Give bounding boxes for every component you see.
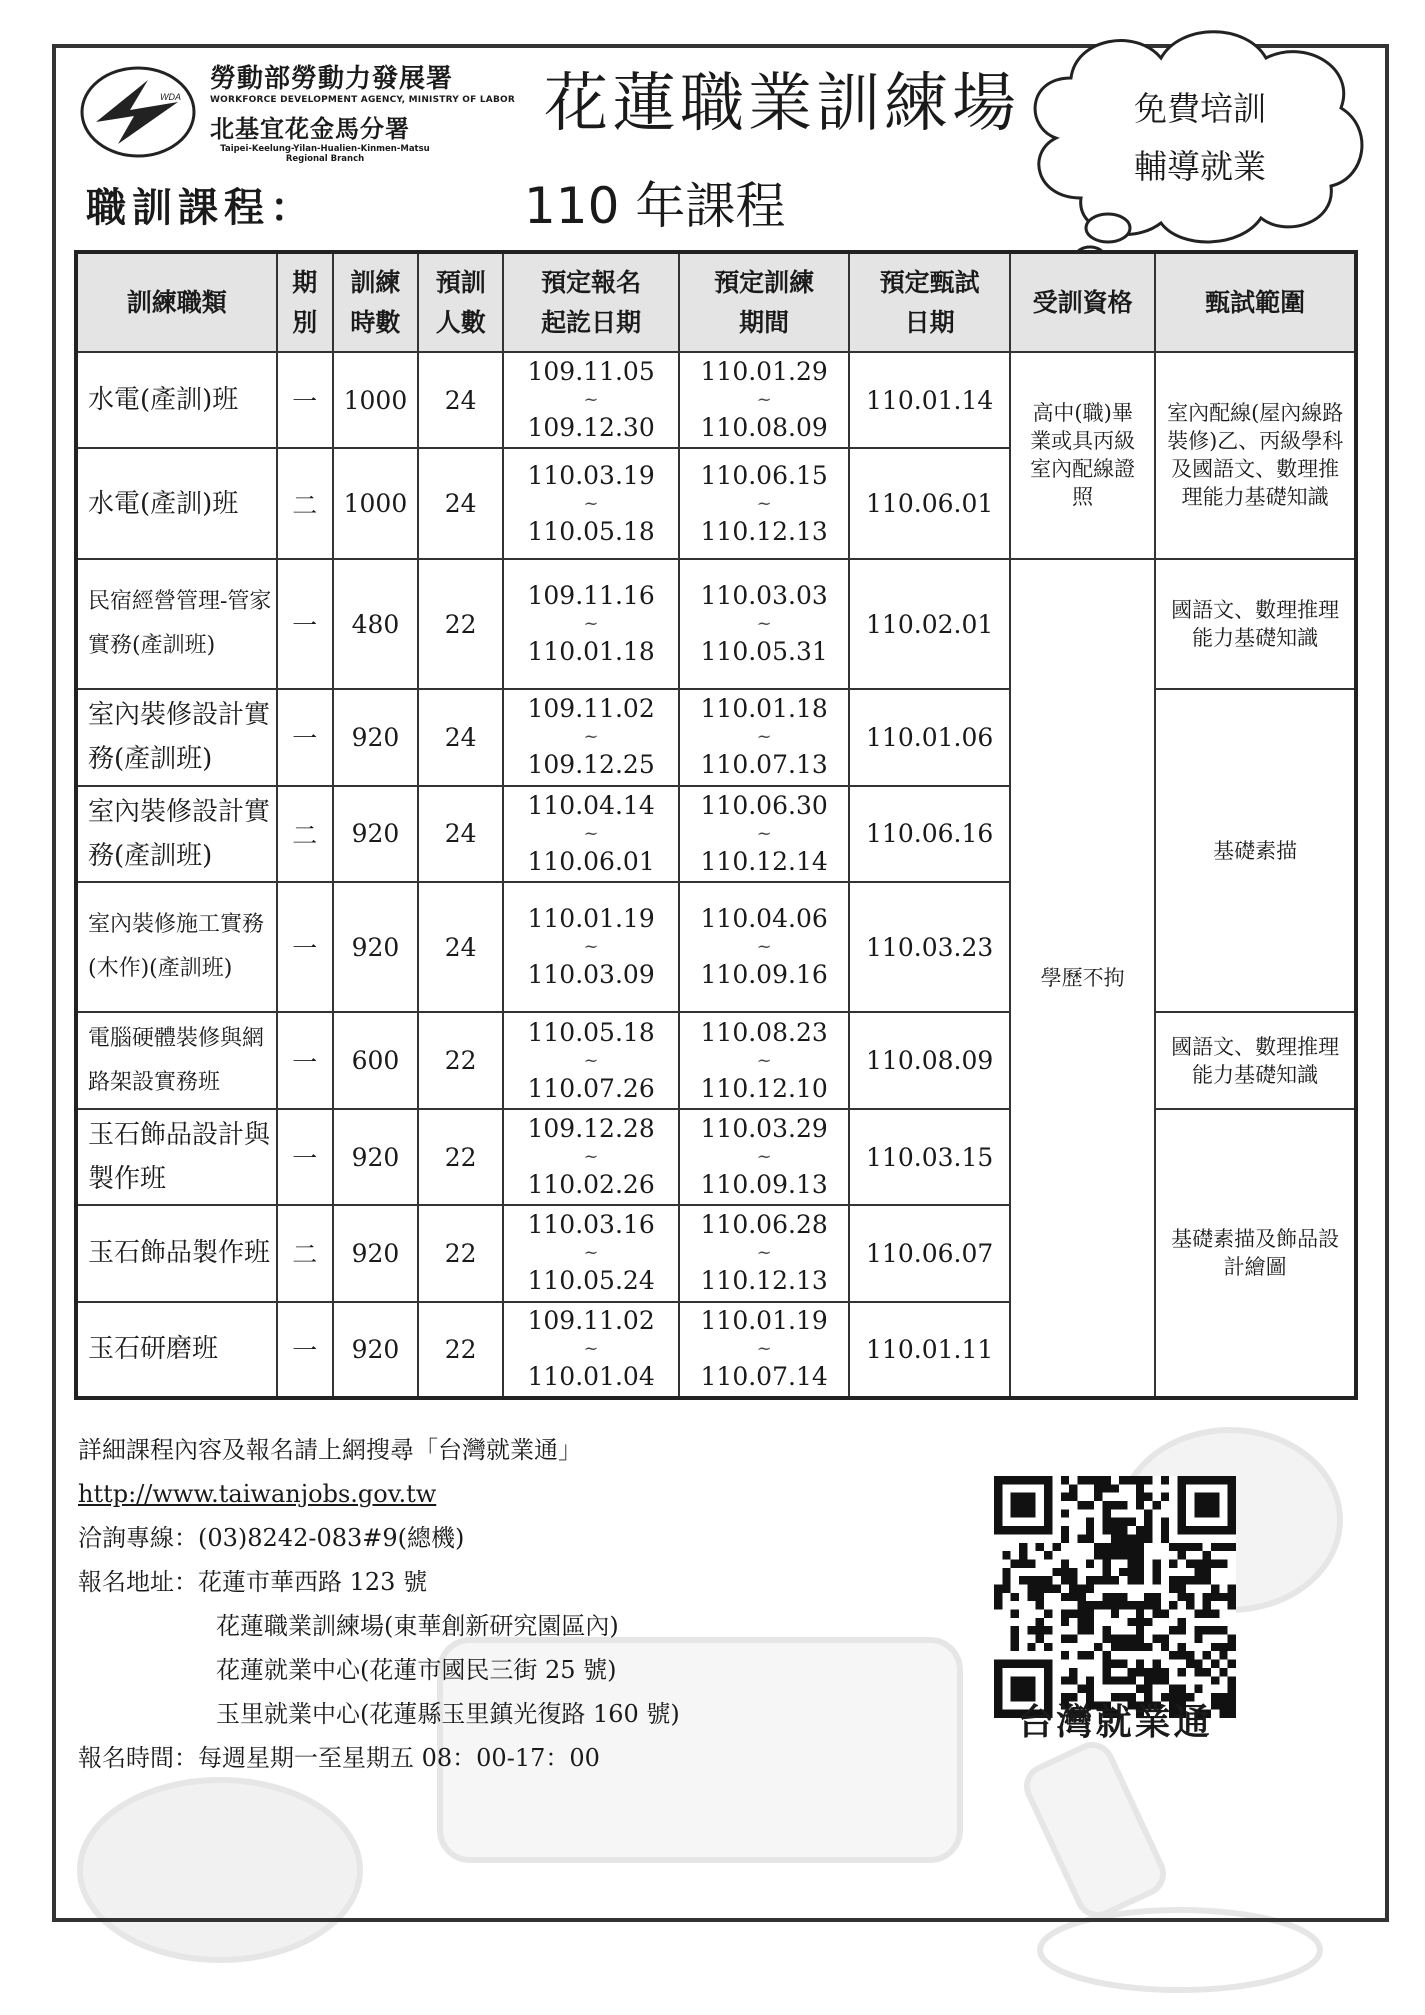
course-quota: 24 bbox=[418, 689, 503, 785]
header-registration: 預定報名 起訖日期 bbox=[503, 252, 679, 352]
training-period: 110.03.03 ~ 110.05.31 bbox=[679, 559, 850, 689]
exam-scope: 基礎素描 bbox=[1155, 689, 1356, 1012]
table-header-row bbox=[76, 252, 1356, 352]
course-hours: 920 bbox=[333, 882, 418, 1012]
logo-mark: WDA bbox=[160, 92, 181, 102]
course-term: 一 bbox=[277, 1109, 333, 1205]
course-table bbox=[74, 250, 1358, 1400]
course-quota: 22 bbox=[418, 559, 503, 689]
registration-dates: 110.03.16 ~ 110.05.24 bbox=[503, 1205, 679, 1301]
address-hualien-center: 花蓮就業中心(花蓮市國民三街 25 號) bbox=[216, 1656, 617, 1684]
agency-name-en: WORKFORCE DEVELOPMENT AGENCY, MINISTRY OF LABOR bbox=[210, 95, 515, 105]
course-name: 玉石飾品製作班 bbox=[76, 1205, 277, 1301]
registration-dates: 110.03.19 ~ 110.05.18 bbox=[503, 448, 679, 558]
qr-label: 台灣就業通 bbox=[1017, 1702, 1213, 1743]
address-yuli-center: 玉里就業中心(花蓮縣玉里鎮光復路 160 號) bbox=[216, 1700, 680, 1728]
page-label: 職訓課程： bbox=[86, 185, 316, 231]
exam-scope: 國語文、數理推理能力基礎知識 bbox=[1155, 1012, 1356, 1108]
requirement-none: 學歷不拘 bbox=[1010, 559, 1155, 1398]
header-quota: 預訓 人數 bbox=[418, 252, 503, 352]
course-name: 玉石研磨班 bbox=[76, 1302, 277, 1398]
contact-phone: 洽詢專線：(03)8242-083#9(總機) bbox=[78, 1524, 465, 1552]
course-term: 一 bbox=[277, 1012, 333, 1108]
registration-dates: 109.11.05 ~ 109.12.30 bbox=[503, 352, 679, 448]
table-row bbox=[76, 559, 1356, 689]
exam-date: 110.01.14 bbox=[849, 352, 1010, 448]
registration-dates: 110.05.18 ~ 110.07.26 bbox=[503, 1012, 679, 1108]
course-hours: 920 bbox=[333, 1205, 418, 1301]
header-name: 訓練職類 bbox=[76, 252, 277, 352]
course-quota: 24 bbox=[418, 352, 503, 448]
table-row bbox=[76, 1012, 1356, 1108]
header-exam-date: 預定甄試 日期 bbox=[849, 252, 1010, 352]
course-hours: 920 bbox=[333, 689, 418, 785]
course-hours: 1000 bbox=[333, 352, 418, 448]
exam-date: 110.06.01 bbox=[849, 448, 1010, 558]
course-name: 室內裝修設計實務(產訓班) bbox=[76, 689, 277, 785]
branch-name: 北基宜花金馬分署 bbox=[210, 115, 410, 143]
exam-date: 110.02.01 bbox=[849, 559, 1010, 689]
address-training-center: 花蓮職業訓練場(東華創新研究園區內) bbox=[216, 1612, 619, 1640]
course-hours: 920 bbox=[333, 1109, 418, 1205]
table-row bbox=[76, 689, 1356, 785]
course-quota: 22 bbox=[418, 1205, 503, 1301]
exam-scope: 國語文、數理推理能力基礎知識 bbox=[1155, 559, 1356, 689]
header-requirement: 受訓資格 bbox=[1010, 252, 1155, 352]
exam-date: 110.06.16 bbox=[849, 786, 1010, 882]
branch-name-en-1: Taipei-Keelung-Yilan-Hualien-Kinmen-Matsu bbox=[220, 144, 430, 154]
course-quota: 22 bbox=[418, 1302, 503, 1398]
training-period: 110.08.23 ~ 110.12.10 bbox=[679, 1012, 850, 1108]
registration-dates: 109.11.02 ~ 110.01.04 bbox=[503, 1302, 679, 1398]
course-quota: 24 bbox=[418, 882, 503, 1012]
table-row bbox=[76, 1109, 1356, 1205]
footer-info bbox=[78, 1428, 680, 1780]
training-period: 110.01.18 ~ 110.07.13 bbox=[679, 689, 850, 785]
registration-dates: 109.12.28 ~ 110.02.26 bbox=[503, 1109, 679, 1205]
course-term: 一 bbox=[277, 882, 333, 1012]
course-hours: 920 bbox=[333, 1302, 418, 1398]
header-exam-scope: 甄試範圍 bbox=[1155, 252, 1356, 352]
course-name: 水電(產訓)班 bbox=[76, 448, 277, 558]
training-period: 110.04.06 ~ 110.09.16 bbox=[679, 882, 850, 1012]
training-period: 110.06.15 ~ 110.12.13 bbox=[679, 448, 850, 558]
course-name: 水電(產訓)班 bbox=[76, 352, 277, 448]
course-hours: 1000 bbox=[333, 448, 418, 558]
course-name: 室內裝修施工實務(木作)(產訓班) bbox=[76, 882, 277, 1012]
registration-dates: 110.01.19 ~ 110.03.09 bbox=[503, 882, 679, 1012]
course-term: 二 bbox=[277, 786, 333, 882]
training-center-name: 花蓮職業訓練場 bbox=[544, 67, 1020, 141]
course-hours: 480 bbox=[333, 559, 418, 689]
header-training-period: 預定訓練 期間 bbox=[679, 252, 850, 352]
exam-date: 110.01.06 bbox=[849, 689, 1010, 785]
cloud-line-2: 輔導就業 bbox=[1134, 147, 1266, 186]
exam-date: 110.08.09 bbox=[849, 1012, 1010, 1108]
exam-date: 110.03.15 bbox=[849, 1109, 1010, 1205]
exam-scope: 基礎素描及飾品設計繪圖 bbox=[1155, 1109, 1356, 1398]
course-quota: 22 bbox=[418, 1109, 503, 1205]
course-quota: 22 bbox=[418, 1012, 503, 1108]
footer-search-hint: 詳細課程內容及報名請上網搜尋「台灣就業通」 bbox=[78, 1436, 582, 1464]
branch-name-en-2: Regional Branch bbox=[285, 154, 365, 164]
course-quota: 24 bbox=[418, 448, 503, 558]
course-hours: 920 bbox=[333, 786, 418, 882]
agency-block bbox=[210, 58, 540, 164]
training-period: 110.01.19 ~ 110.07.14 bbox=[679, 1302, 850, 1398]
header-hours: 訓練 時數 bbox=[333, 252, 418, 352]
header-term: 期 別 bbox=[277, 252, 333, 352]
table-row bbox=[76, 352, 1356, 448]
address-main: 報名地址：花蓮市華西路 123 號 bbox=[78, 1568, 428, 1596]
requirement-electrical: 高中(職)畢業或具丙級室內配線證照 bbox=[1010, 352, 1155, 559]
cloud-text bbox=[1090, 80, 1310, 196]
exam-scope: 室內配線(屋內線路裝修)乙、丙級學科及國語文、數理推理能力基礎知識 bbox=[1155, 352, 1356, 559]
website-link[interactable]: http://www.taiwanjobs.gov.tw bbox=[78, 1480, 437, 1508]
registration-dates: 110.04.14 ~ 110.06.01 bbox=[503, 786, 679, 882]
course-name: 電腦硬體裝修與網路架設實務班 bbox=[76, 1012, 277, 1108]
course-term: 二 bbox=[277, 448, 333, 558]
registration-dates: 109.11.02 ~ 109.12.25 bbox=[503, 689, 679, 785]
course-hours: 600 bbox=[333, 1012, 418, 1108]
registration-hours: 報名時間：每週星期一至星期五 08：00-17：00 bbox=[78, 1744, 600, 1772]
course-term: 一 bbox=[277, 352, 333, 448]
qr-code-icon[interactable] bbox=[994, 1476, 1236, 1718]
course-name: 室內裝修設計實務(產訓班) bbox=[76, 786, 277, 882]
course-name: 玉石飾品設計與製作班 bbox=[76, 1109, 277, 1205]
registration-dates: 109.11.16 ~ 110.01.18 bbox=[503, 559, 679, 689]
course-term: 二 bbox=[277, 1205, 333, 1301]
agency-logo-icon bbox=[78, 62, 198, 162]
course-term: 一 bbox=[277, 1302, 333, 1398]
cloud-line-1: 免費培訓 bbox=[1134, 89, 1266, 128]
exam-date: 110.03.23 bbox=[849, 882, 1010, 1012]
exam-date: 110.01.11 bbox=[849, 1302, 1010, 1398]
exam-date: 110.06.07 bbox=[849, 1205, 1010, 1301]
course-name: 民宿經營管理-管家實務(產訓班) bbox=[76, 559, 277, 689]
training-period: 110.01.29 ~ 110.08.09 bbox=[679, 352, 850, 448]
page-title: 110 年課程 bbox=[524, 177, 786, 235]
course-term: 一 bbox=[277, 689, 333, 785]
training-period: 110.06.28 ~ 110.12.13 bbox=[679, 1205, 850, 1301]
training-period: 110.06.30 ~ 110.12.14 bbox=[679, 786, 850, 882]
agency-name: 勞動部勞動力發展署 bbox=[210, 64, 454, 94]
course-quota: 24 bbox=[418, 786, 503, 882]
course-term: 一 bbox=[277, 559, 333, 689]
training-period: 110.03.29 ~ 110.09.13 bbox=[679, 1109, 850, 1205]
